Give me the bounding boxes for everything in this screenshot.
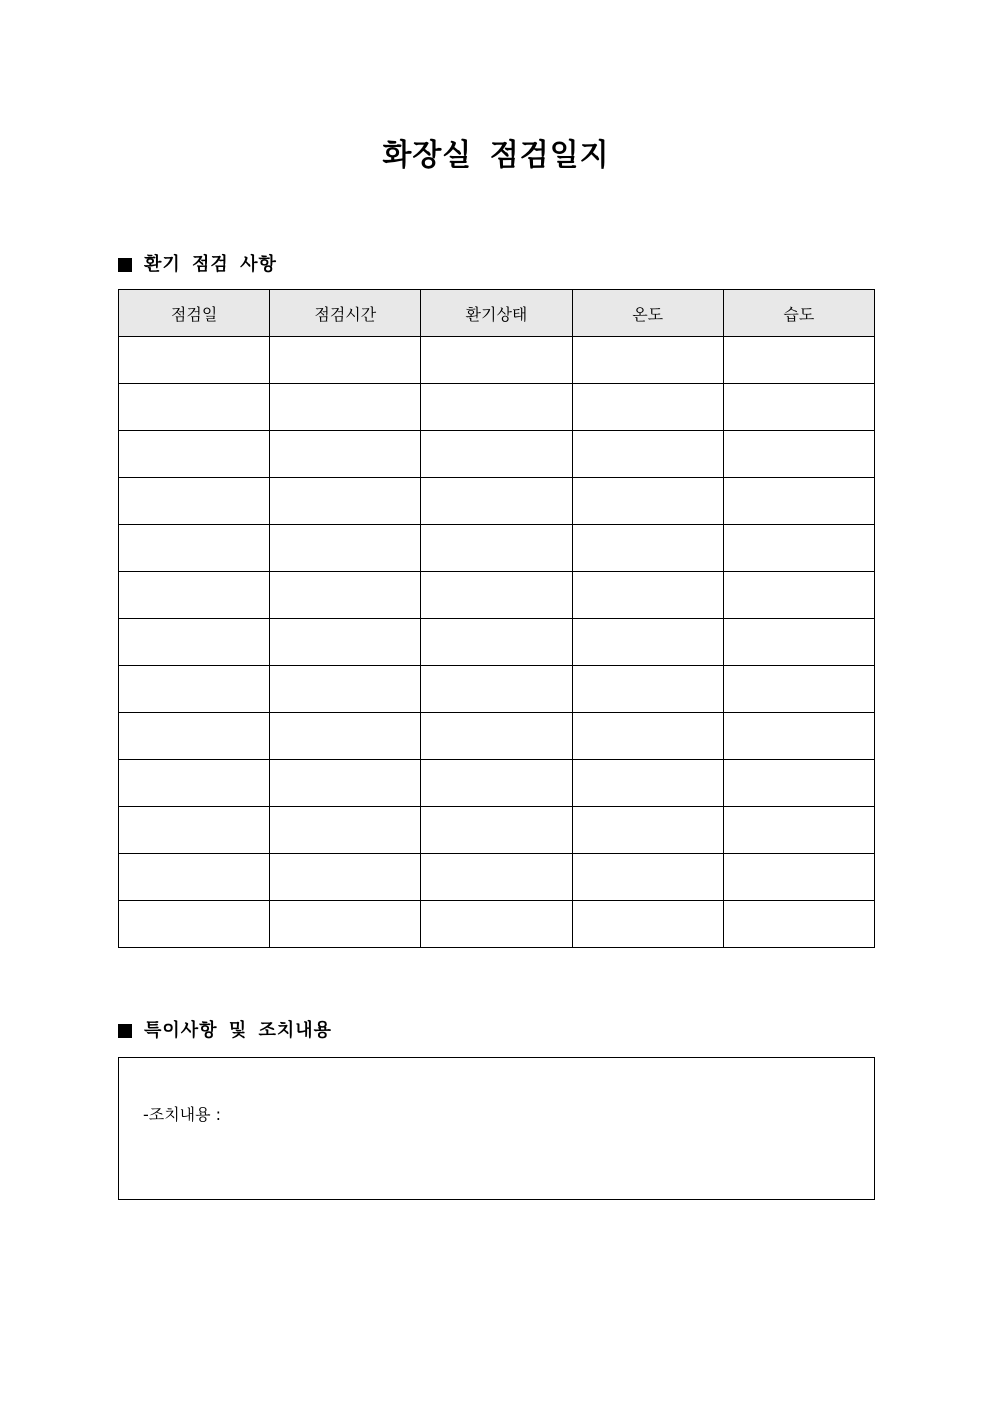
table-cell[interactable]	[421, 572, 572, 619]
table-cell[interactable]	[270, 666, 421, 713]
table-row	[119, 572, 875, 619]
remarks-box[interactable]	[118, 1057, 875, 1200]
table-cell[interactable]	[270, 572, 421, 619]
table-cell[interactable]	[421, 619, 572, 666]
table-row	[119, 807, 875, 854]
table-cell[interactable]	[723, 572, 874, 619]
action-taken-label: -조치내용 :	[143, 1105, 222, 1124]
table-cell[interactable]	[119, 337, 270, 384]
table-cell[interactable]	[421, 431, 572, 478]
table-row	[119, 337, 875, 384]
table-cell[interactable]	[421, 760, 572, 807]
table-cell[interactable]	[270, 854, 421, 901]
table-row	[119, 666, 875, 713]
table-cell[interactable]	[723, 854, 874, 901]
table-cell[interactable]	[421, 901, 572, 948]
table-row	[119, 713, 875, 760]
table-cell[interactable]	[270, 431, 421, 478]
table-cell[interactable]	[421, 478, 572, 525]
column-header-humidity: 습도	[723, 290, 874, 337]
table-cell[interactable]	[421, 713, 572, 760]
table-cell[interactable]	[723, 760, 874, 807]
table-cell[interactable]	[723, 384, 874, 431]
table-cell[interactable]	[572, 337, 723, 384]
page-title: 화장실 점검일지	[382, 138, 610, 173]
table-cell[interactable]	[270, 901, 421, 948]
table-row	[119, 525, 875, 572]
table-cell[interactable]	[270, 337, 421, 384]
table-cell[interactable]	[119, 854, 270, 901]
table-row	[119, 431, 875, 478]
table-cell[interactable]	[572, 760, 723, 807]
column-header-inspection-time: 점검시간	[270, 290, 421, 337]
table-cell[interactable]	[572, 478, 723, 525]
table-cell[interactable]	[723, 666, 874, 713]
table-cell[interactable]	[270, 384, 421, 431]
square-bullet-icon	[118, 258, 132, 272]
square-bullet-icon	[118, 1024, 132, 1038]
table-cell[interactable]	[723, 713, 874, 760]
table-row	[119, 478, 875, 525]
table-cell[interactable]	[572, 572, 723, 619]
table-row	[119, 854, 875, 901]
table-cell[interactable]	[572, 431, 723, 478]
table-cell[interactable]	[421, 384, 572, 431]
table-cell[interactable]	[119, 807, 270, 854]
table-cell[interactable]	[572, 713, 723, 760]
table-cell[interactable]	[119, 713, 270, 760]
table-cell[interactable]	[723, 478, 874, 525]
table-cell[interactable]	[119, 478, 270, 525]
remarks-section-heading-text: 특이사항 및 조치내용	[144, 1020, 333, 1041]
table-cell[interactable]	[270, 478, 421, 525]
table-cell[interactable]	[723, 901, 874, 948]
table-cell[interactable]	[421, 807, 572, 854]
table-cell[interactable]	[421, 854, 572, 901]
table-cell[interactable]	[270, 807, 421, 854]
table-cell[interactable]	[119, 619, 270, 666]
table-cell[interactable]	[270, 619, 421, 666]
table-cell[interactable]	[723, 337, 874, 384]
table-cell[interactable]	[119, 431, 270, 478]
ventilation-section-heading	[118, 253, 277, 277]
table-cell[interactable]	[119, 384, 270, 431]
table-cell[interactable]	[723, 807, 874, 854]
table-cell[interactable]	[723, 525, 874, 572]
table-cell[interactable]	[723, 431, 874, 478]
table-body	[119, 337, 875, 948]
column-header-temperature: 온도	[572, 290, 723, 337]
table-cell[interactable]	[270, 525, 421, 572]
table-cell[interactable]	[572, 384, 723, 431]
table-cell[interactable]	[572, 901, 723, 948]
ventilation-log-table	[118, 289, 875, 948]
table-cell[interactable]	[421, 666, 572, 713]
table-cell[interactable]	[572, 807, 723, 854]
remarks-section-heading	[118, 1019, 332, 1043]
table-cell[interactable]	[119, 666, 270, 713]
table-cell[interactable]	[572, 854, 723, 901]
table-row	[119, 901, 875, 948]
table-cell[interactable]	[421, 337, 572, 384]
table-row	[119, 384, 875, 431]
table-cell[interactable]	[572, 619, 723, 666]
table-cell[interactable]	[421, 525, 572, 572]
table-cell[interactable]	[119, 525, 270, 572]
table-cell[interactable]	[270, 760, 421, 807]
column-header-inspection-date: 점검일	[119, 290, 270, 337]
table-cell[interactable]	[723, 619, 874, 666]
table-cell[interactable]	[572, 666, 723, 713]
table-row	[119, 760, 875, 807]
ventilation-section-heading-text: 환기 점검 사항	[144, 254, 277, 275]
column-header-ventilation-status: 환기상태	[421, 290, 572, 337]
table-header-row	[119, 290, 875, 337]
table-cell[interactable]	[119, 901, 270, 948]
table-cell[interactable]	[572, 525, 723, 572]
table-cell[interactable]	[119, 760, 270, 807]
table-row	[119, 619, 875, 666]
table-cell[interactable]	[270, 713, 421, 760]
table-cell[interactable]	[119, 572, 270, 619]
